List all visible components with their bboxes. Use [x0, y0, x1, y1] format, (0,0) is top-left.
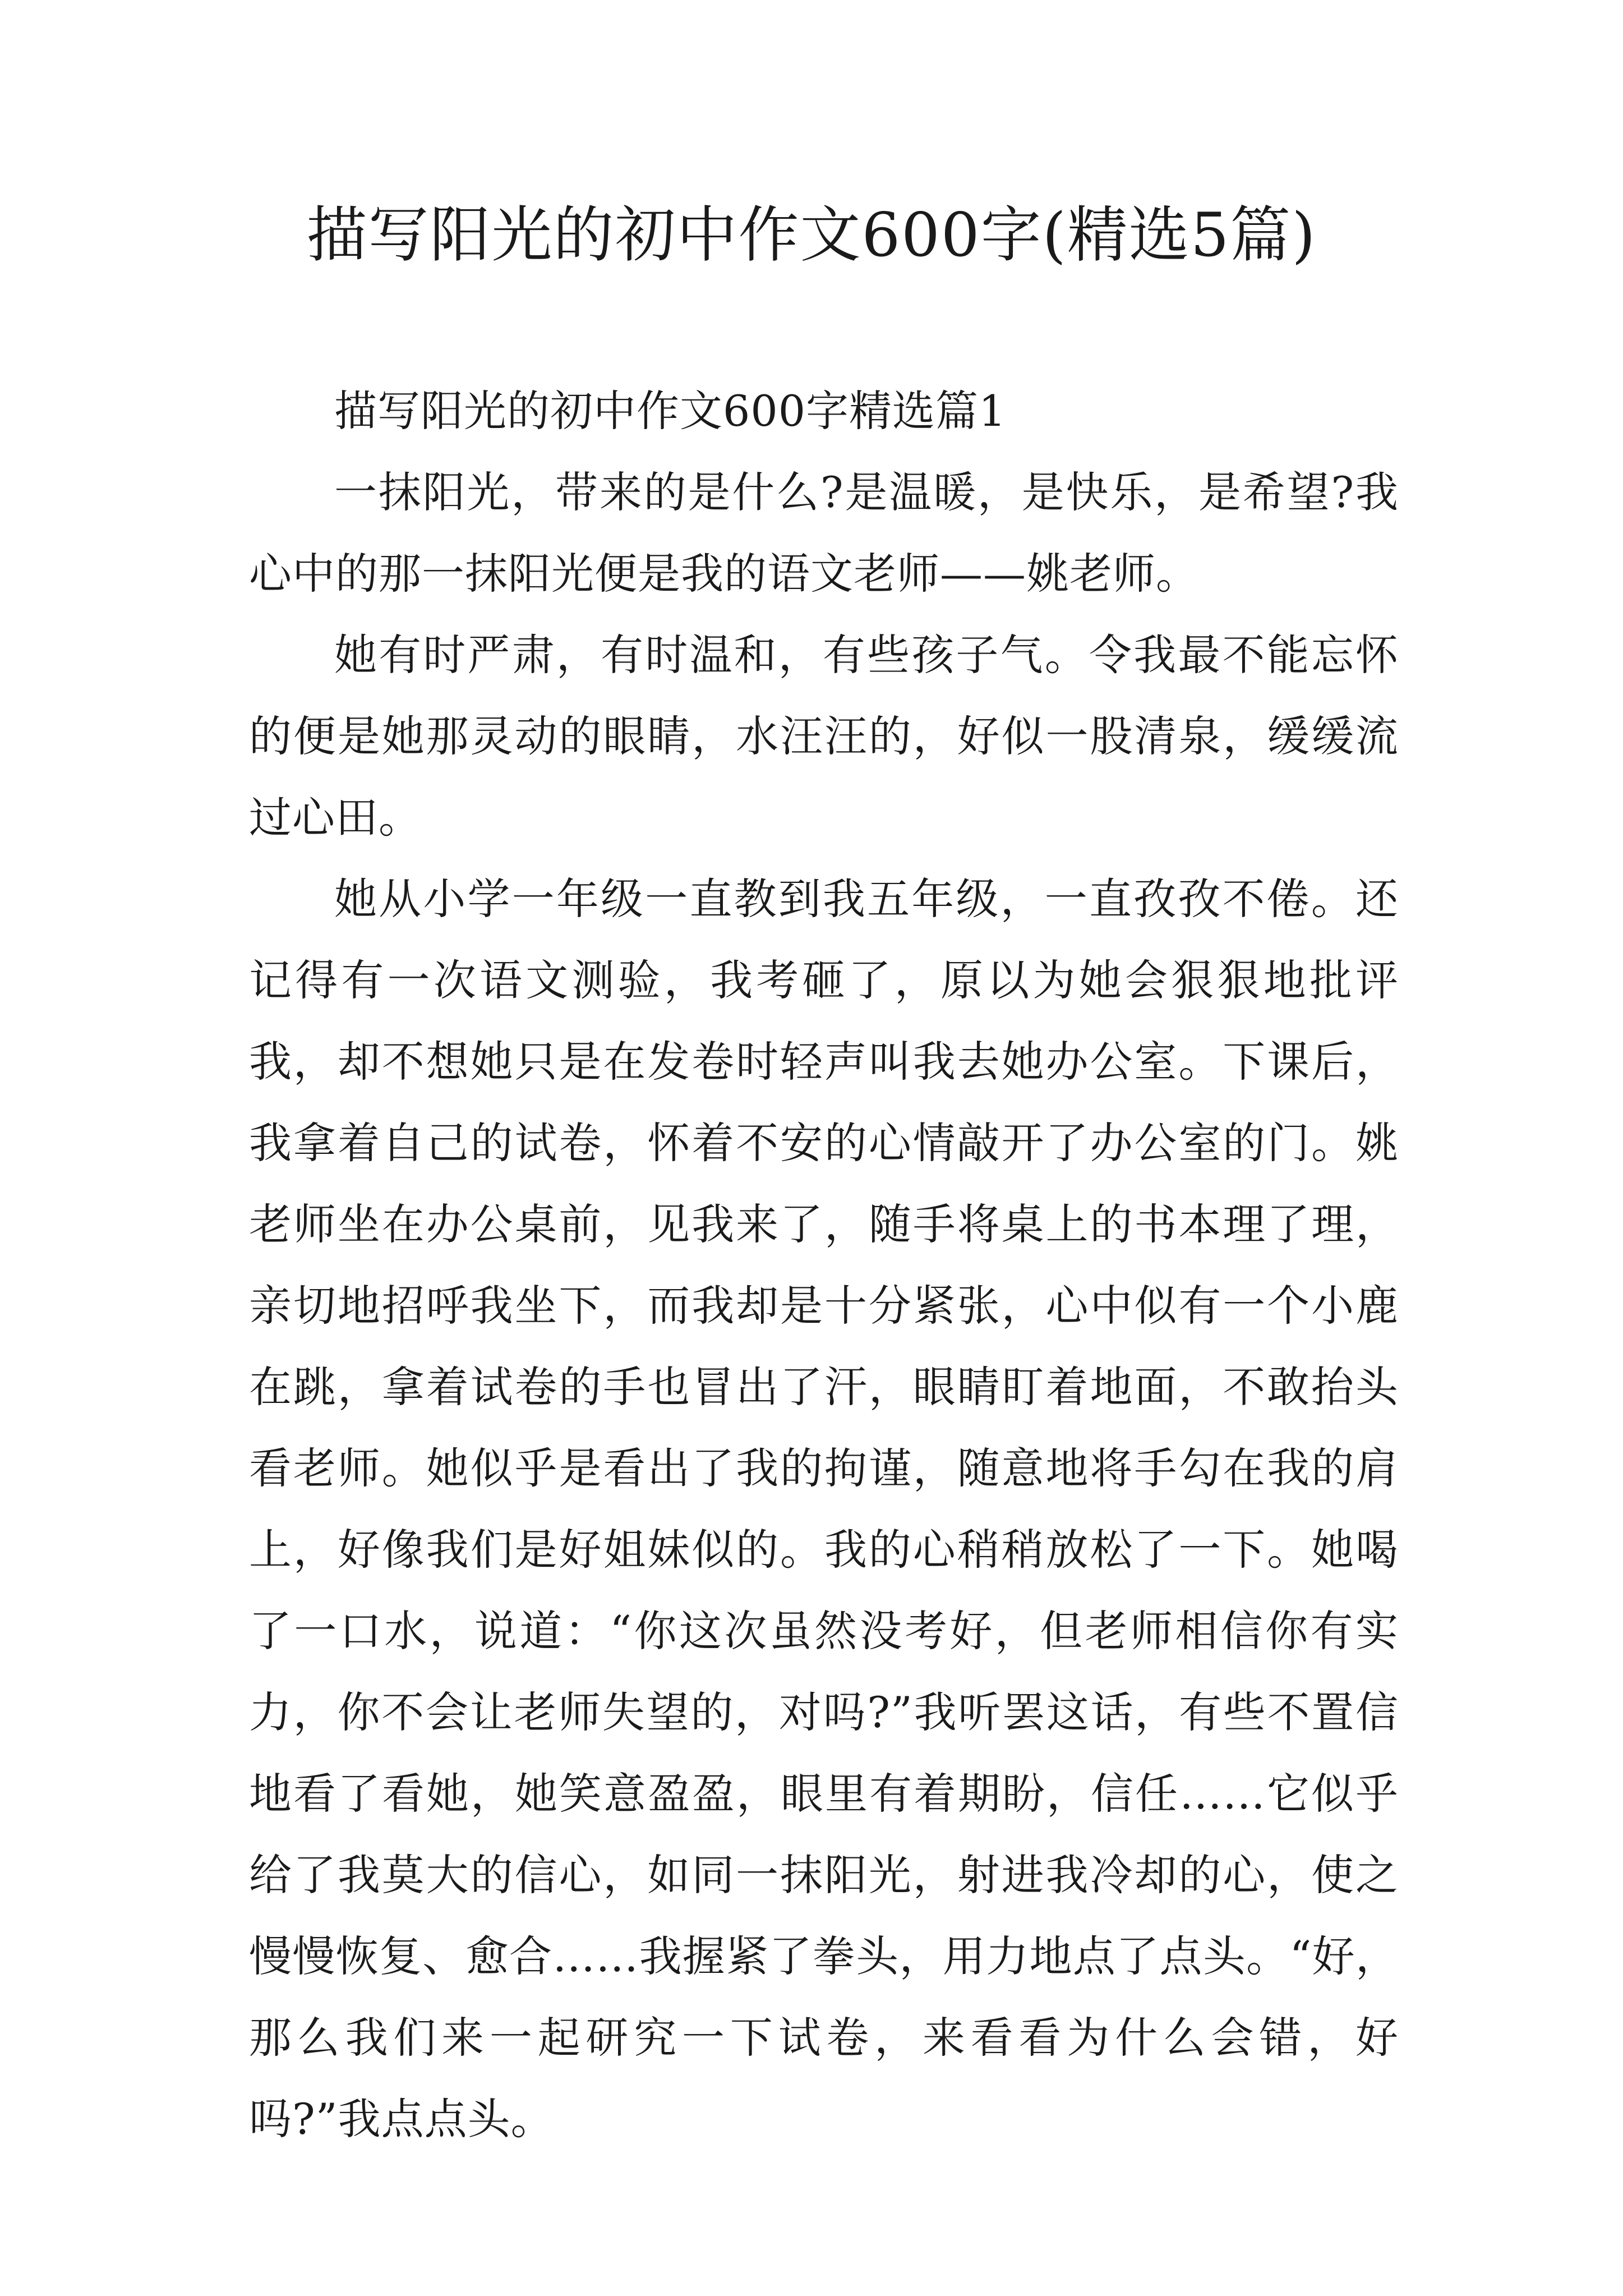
paragraph-2: 她有时严肃，有时温和，有些孩子气。令我最不能忘怀的便是她那灵动的眼睛，水汪汪的，好似一股清泉，缓缓流过心田。: [249, 630, 1399, 843]
section-heading: 描写阳光的初中作文600字精选篇1: [334, 386, 1007, 436]
document-body: [249, 370, 1399, 2160]
document-title: 描写阳光的初中作文600字(精选5篇): [306, 200, 1317, 270]
paragraph-3: 她从小学一年级一直教到我五年级，一直孜孜不倦。还记得有一次语文测验，我考砸了，原以为她会狠狠地批评我，却不想她只是在发卷时轻声叫我去她办公室。下课后，我拿着自己的试卷，怀着不安的心情敲开了办公室的门。姚老师坐在办公桌前，见我来了，随手将桌上的书本理了理，亲切地招呼我坐下，而我却是十分紧张，心中似有一个小鹿在跳，拿着试卷的手也冒出了汗，眼睛盯着地面，不敢抬头看老师。她似乎是看出了我的拘谨，随意地将手勾在我的肩上，好像我们是好姐妹似的。我的心稍稍放松了一下。她喝了一口水，说道：“你这次虽然没考好，但老师相信你有实力，你不会让老师失望的，对吗?”我听罢这话，有些不置信地看了看她，她笑意盈盈，眼里有着期盼，信任……它似乎给了我莫大的信心，如同一抹阳光，射进我冷却的心，使之慢慢恢复、愈合……我握紧了拳头，用力地点了点头。“好，那么我们来一起研究一下试卷，来看看为什么会错，好吗?”我点点头。: [249, 874, 1399, 2144]
paragraph-1: 一抹阳光，带来的是什么?是温暖，是快乐，是希望?我心中的那一抹阳光便是我的语文老师——姚老师。: [249, 467, 1399, 599]
